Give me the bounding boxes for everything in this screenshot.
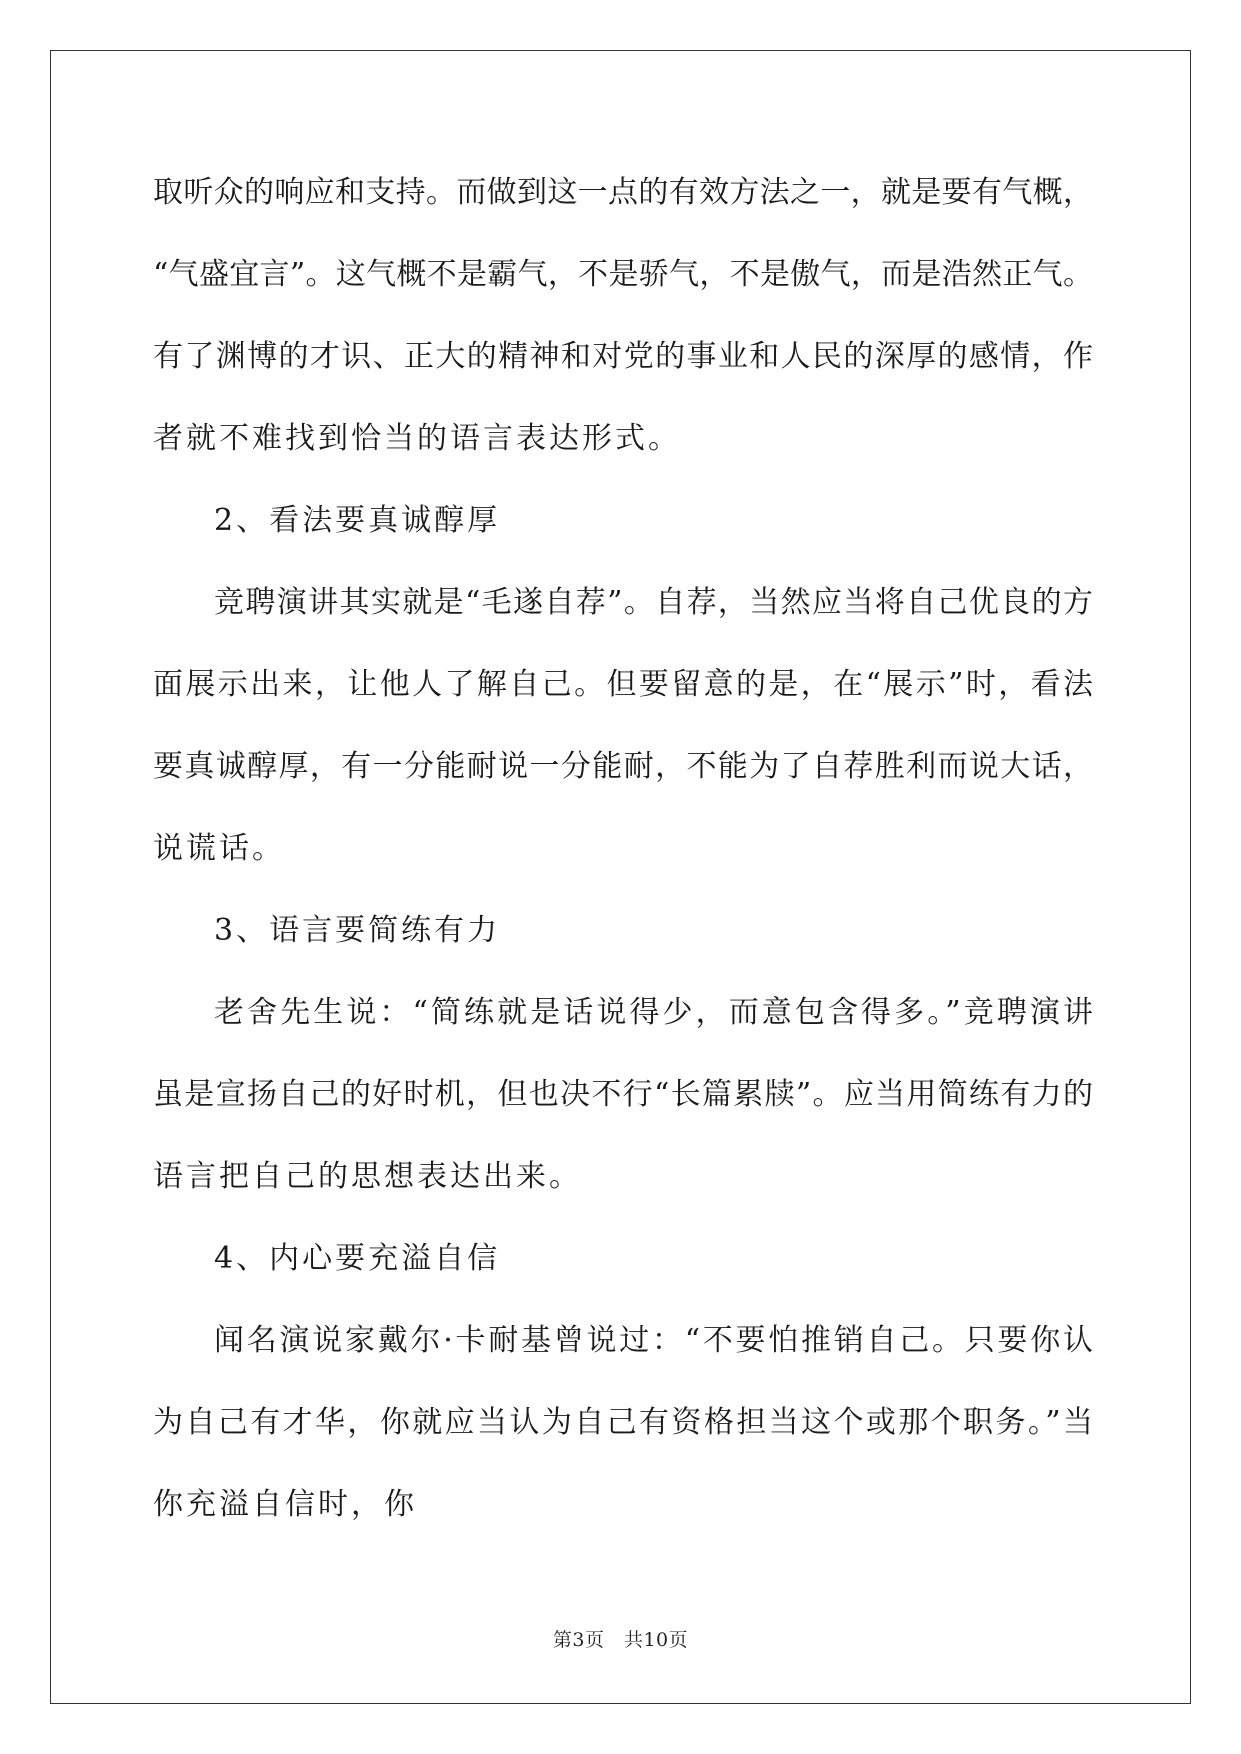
section-heading-2: 2、看法要真诚醇厚 <box>214 503 501 538</box>
text-line-12: 虽是宣扬自己的好时机，但也决不行“长篇累牍”。应当用简练有力的 <box>153 1077 1093 1112</box>
text-line-6: 竞聘演讲其实就是“毛遂自荐”。自荐，当然应当将自己优良的方 <box>214 585 1093 620</box>
text-line-15: 闻名演说家戴尔·卡耐基曾说过：“不要怕推销自己。只要你认 <box>214 1323 1093 1358</box>
text-line-8: 要真诚醇厚，有一分能耐说一分能耐，不能为了自荐胜利而说大话， <box>153 749 1093 784</box>
text-line-3: 有了渊博的才识、正大的精神和对党的事业和人民的深厚的感情，作 <box>153 339 1093 374</box>
document-body <box>153 168 1093 1562</box>
text-line-13: 语言把自己的思想表达出来。 <box>153 1159 582 1194</box>
text-line-2: “气盛宜言”。这气概不是霸气，不是骄气，不是傲气，而是浩然正气。 <box>153 257 1093 292</box>
section-heading-4: 4、内心要充溢自信 <box>214 1241 501 1276</box>
text-line-9: 说谎话。 <box>153 831 285 866</box>
text-line-7: 面展示出来，让他人了解自己。但要留意的是，在“展示”时，看法 <box>153 667 1093 702</box>
text-line-17: 你充溢自信时，你 <box>153 1487 417 1522</box>
text-line-1: 取听众的响应和支持。而做到这一点的有效方法之一，就是要有气概， <box>153 175 1093 210</box>
text-line-4: 者就不难找到恰当的语言表达形式。 <box>153 421 681 456</box>
text-line-11: 老舍先生说：“简练就是话说得少，而意包含得多。”竞聘演讲 <box>214 995 1093 1030</box>
page-number: 第3页 共10页 <box>552 1629 689 1651</box>
section-heading-3: 3、语言要简练有力 <box>214 913 501 948</box>
text-line-16: 为自己有才华，你就应当认为自己有资格担当这个或那个职务。”当 <box>153 1405 1093 1440</box>
